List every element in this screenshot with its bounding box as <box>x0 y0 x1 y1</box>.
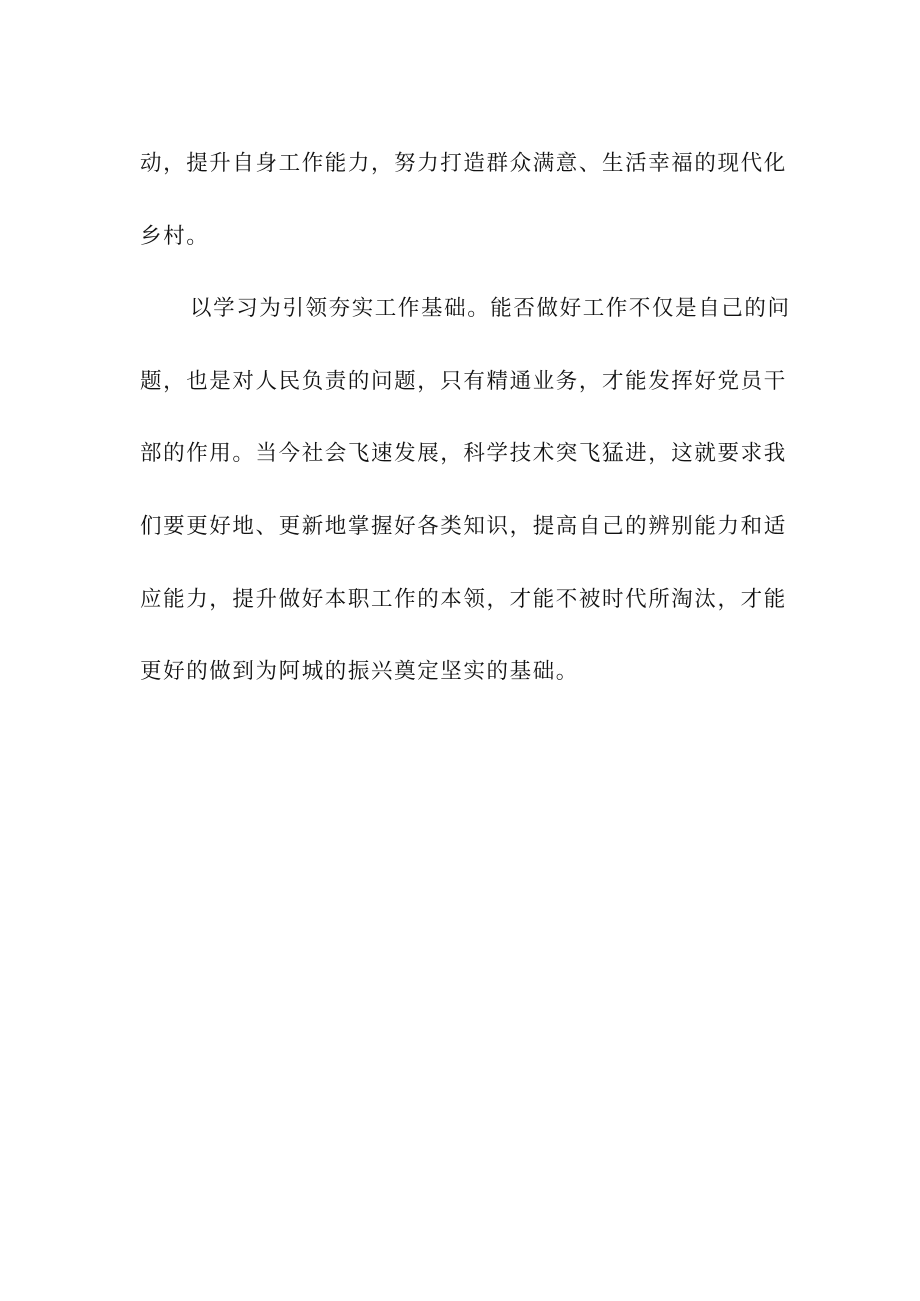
paragraph-line: 们要更好地、更新地掌握好各类知识，提高自己的辨别能力和适 <box>140 513 787 539</box>
document-body <box>140 143 791 724</box>
paragraph-line: 题，也是对人民负责的问题，只有精通业务，才能发挥好党员干 <box>140 368 787 394</box>
paragraph-2 <box>140 288 791 724</box>
paragraph-line: 更好的做到为阿城的振兴奠定坚实的基础。 <box>140 659 579 685</box>
paragraph-line: 部的作用。当今社会飞速发展，科学技术突飞猛进，这就要求我 <box>140 441 787 467</box>
paragraph-line: 以学习为引领夯实工作基础。能否做好工作不仅是自己的问 <box>190 296 791 322</box>
paragraph-line: 乡村。 <box>140 223 210 249</box>
paragraph-1 <box>140 143 785 288</box>
paragraph-line: 应能力，提升做好本职工作的本领，才能不被时代所淘汰，才能 <box>140 586 787 612</box>
paragraph-line: 动，提升自身工作能力，努力打造群众满意、生活幸福的现代化 <box>140 151 787 176</box>
